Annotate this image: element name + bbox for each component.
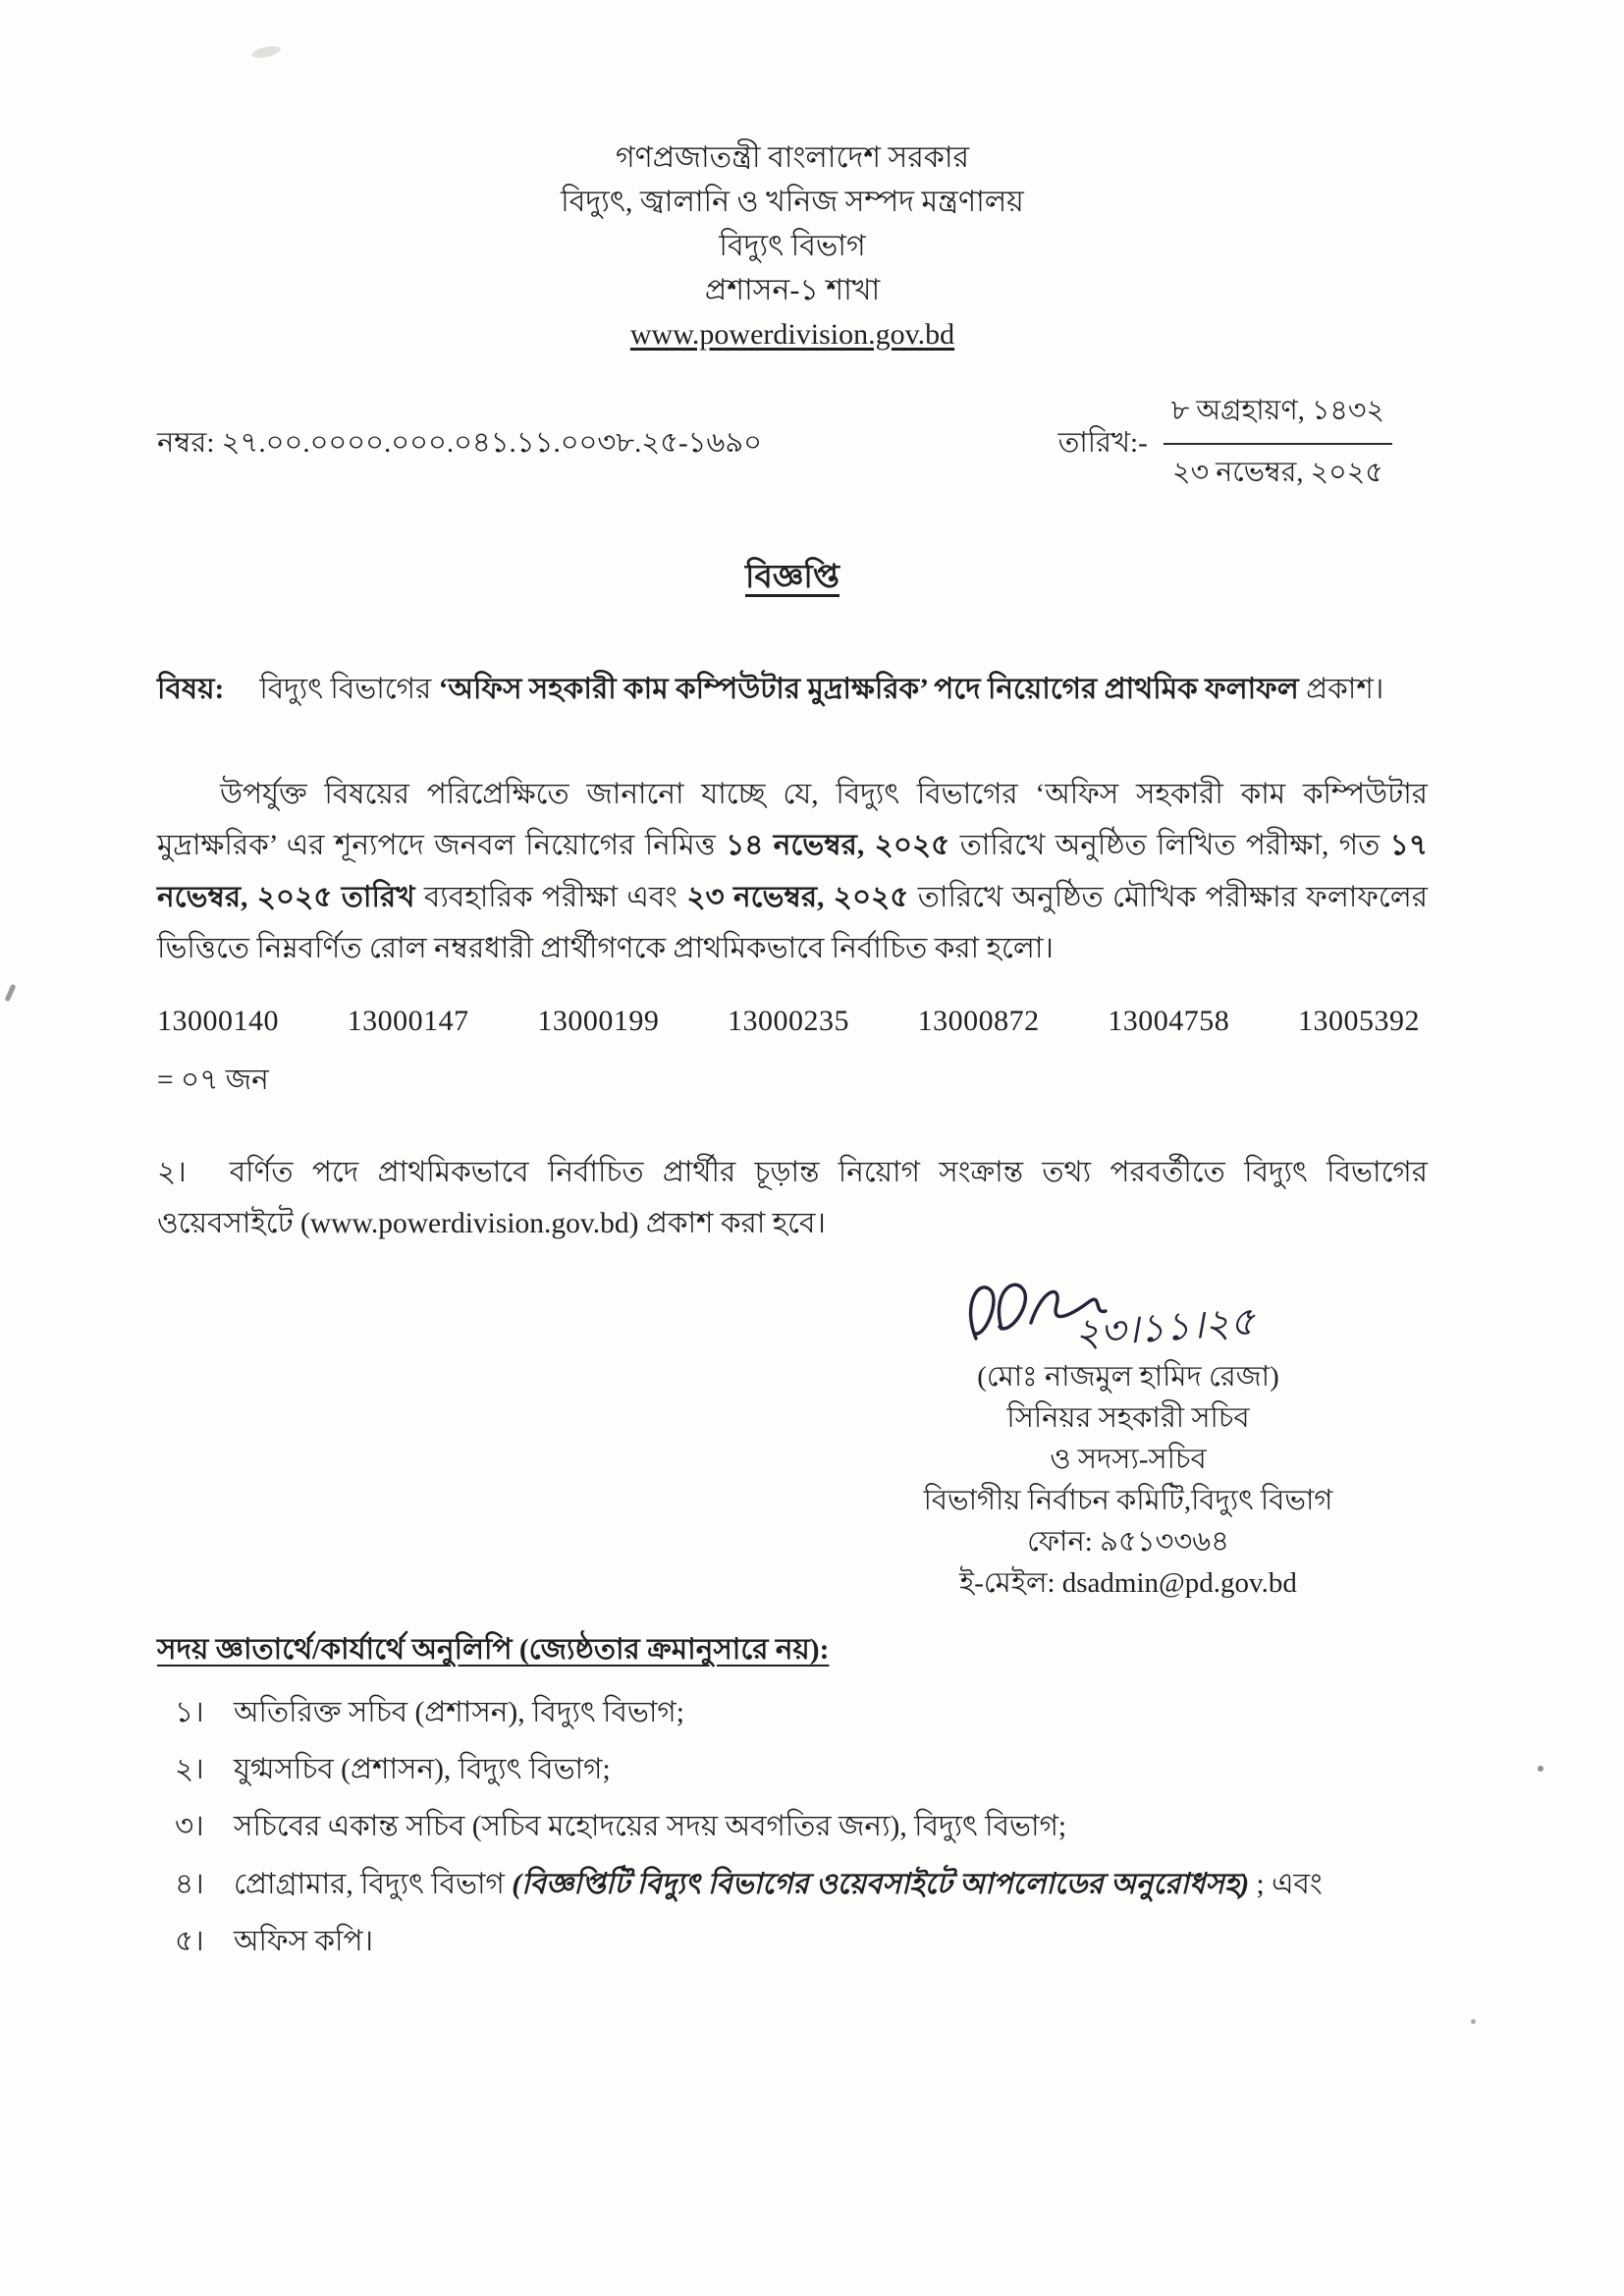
distribution-heading: সদয় জ্ঞাতার্থে/কার্যার্থে অনুলিপি (জ্যেষ্ঠতার ক্রমানুসারে নয়): [157,1633,830,1666]
date-label: তারিখ:- [1057,426,1148,459]
scan-artifact [1471,2019,1476,2024]
distribution-item [175,1748,1428,1791]
signatory-phone: ফোন: ৯৫১৩৩৬৪ [1027,1525,1229,1558]
subject-line [157,665,1428,716]
notice-title: বিজ্ঞপ্তি [745,560,839,595]
government-name: গণপ্রজাতন্ত্রী বাংলাদেশ সরকার [615,141,970,174]
division-name: বিদ্যুৎ বিভাগ [719,230,866,262]
distribution-item [175,1805,1428,1848]
subject-label: বিষয়: [157,674,225,705]
item-number: ৪। [175,1868,204,1900]
date-bengali-calendar: ৮ অগ্রহায়ণ, ১৪৩২ [1164,390,1392,445]
signature-block [829,1272,1428,1604]
signature-area [829,1272,1428,1370]
roll-number: 13004758 [1108,1004,1230,1037]
distribution-item [175,1920,1428,1963]
letterhead [157,136,1428,356]
item-text: প্রোগ্রামার, বিদ্যুৎ বিভাগ (বিজ্ঞপ্তিটি বিদ্যুৎ বিভাগের ওয়েবসাইটে আপলোডের অনুরোধসহ) ; এবং [234,1868,1323,1900]
roll-number: 13000147 [347,1004,469,1037]
date-block [1058,390,1392,498]
signatory-designation-2: ও সদস্য-সচিব [1050,1443,1207,1475]
item-number: ৫। [175,1925,204,1957]
item-text: যুগ্মসচিব (প্রশাসন), বিদ্যুৎ বিভাগ; [234,1754,611,1786]
roll-number: 13005392 [1297,1004,1420,1037]
item-number: ২। [175,1754,204,1786]
signatory-email: ই-মেইল: dsadmin@pd.gov.bd [959,1566,1297,1599]
scan-artifact [1538,1766,1543,1772]
signatory-name: (মোঃ নাজমুল হামিদ রেজা) [977,1360,1279,1393]
scan-artifact [5,984,17,1002]
roll-number: 13000235 [727,1004,849,1037]
ministry-name: বিদ্যুৎ, জ্বালানি ও খনিজ সম্পদ মন্ত্রণালয় [561,186,1024,218]
memo-number: নম্বর: ২৭.০০.০০০০.০০০.০৪১.১১.০০৩৮.২৫-১৬৯০ [157,426,763,459]
distribution-item [175,1863,1428,1906]
item-text: অফিস কপি। [234,1925,374,1957]
signatory-designation-1: সিনিয়র সহকারী সচিব [1006,1401,1250,1434]
paragraph-number: ২। [157,1156,187,1188]
date-gregorian: ২৩ নভেম্বর, ২০২৫ [1172,458,1383,488]
total-count: = ০৭ জন [157,1064,269,1096]
roll-number: 13000140 [157,1004,279,1037]
roll-number: 13000872 [917,1004,1040,1037]
signatory-committee: বিভাগীয় নির্বাচন কমিটি,বিদ্যুৎ বিভাগ [923,1484,1333,1516]
distribution-item [175,1691,1428,1734]
item-number: ৩। [175,1811,204,1843]
item-text: সচিবের একান্ত সচিব (সচিব মহোদয়ের সদয় অবগতির জন্য), বিদ্যুৎ বিভাগ; [234,1811,1067,1843]
scan-artifact [250,44,281,60]
paragraph-2-text: বর্ণিত পদে প্রাথমিকভাবে নির্বাচিত প্রার্থীর চূড়ান্ত নিয়োগ সংক্রান্ত তথ্য পরবর্তীতে বিদ্যুৎ বিভাগের ওয়েবসাইটে (www.powerdivision.gov.bd) প্রকাশ করা হবে। [157,1156,1428,1240]
item-number: ১। [175,1696,204,1728]
body-paragraph-2 [157,1147,1428,1250]
item-text: অতিরিক্ত সচিব (প্রশাসন), বিদ্যুৎ বিভাগ; [234,1696,684,1728]
distribution-list [157,1691,1428,1963]
roll-number: 13000199 [537,1004,660,1037]
roll-number-list [157,1005,1420,1038]
date-stack [1164,390,1392,498]
branch-name: প্রশাসন-১ শাখা [704,274,881,306]
subject-text: বিদ্যুৎ বিভাগের ‘অফিস সহকারী কাম কম্পিউটার মুদ্রাক্ষরিক’ পদে নিয়োগের প্রাথমিক ফলাফল প্রকাশ। [259,674,1384,705]
website-link: www.powerdivision.gov.bd [629,318,955,351]
signature-date: ২৩।১১।২৫ [1072,1298,1257,1356]
body-paragraph-1: উপর্যুক্ত বিষয়ের পরিপ্রেক্ষিতে জানানো যাচ্ছে যে, বিদ্যুৎ বিভাগের ‘অফিস সহকারী কাম কম্পিউটার মুদ্রাক্ষরিক’ এর শূন্যপদে জনবল নিয়োগের নিমিত্ত ১৪ নভেম্বর, ২০২৫ তারিখে অনুষ্ঠিত লিখিত পরীক্ষা, গত ১৭ নভেম্বর, ২০২৫ তারিখ ব্যবহারিক পরীক্ষা এবং ২৩ নভেম্বর, ২০২৫ তারিখে অনুষ্ঠিত মৌখিক পরীক্ষার ফলাফলের ভিত্তিতে নিম্নবর্ণিত রোল নম্বরধারী প্রার্থীগণকে প্রাথমিকভাবে নির্বাচিত করা হলো। [157,778,1428,965]
memo-row [157,390,1428,498]
distribution-section [157,1627,1428,1963]
